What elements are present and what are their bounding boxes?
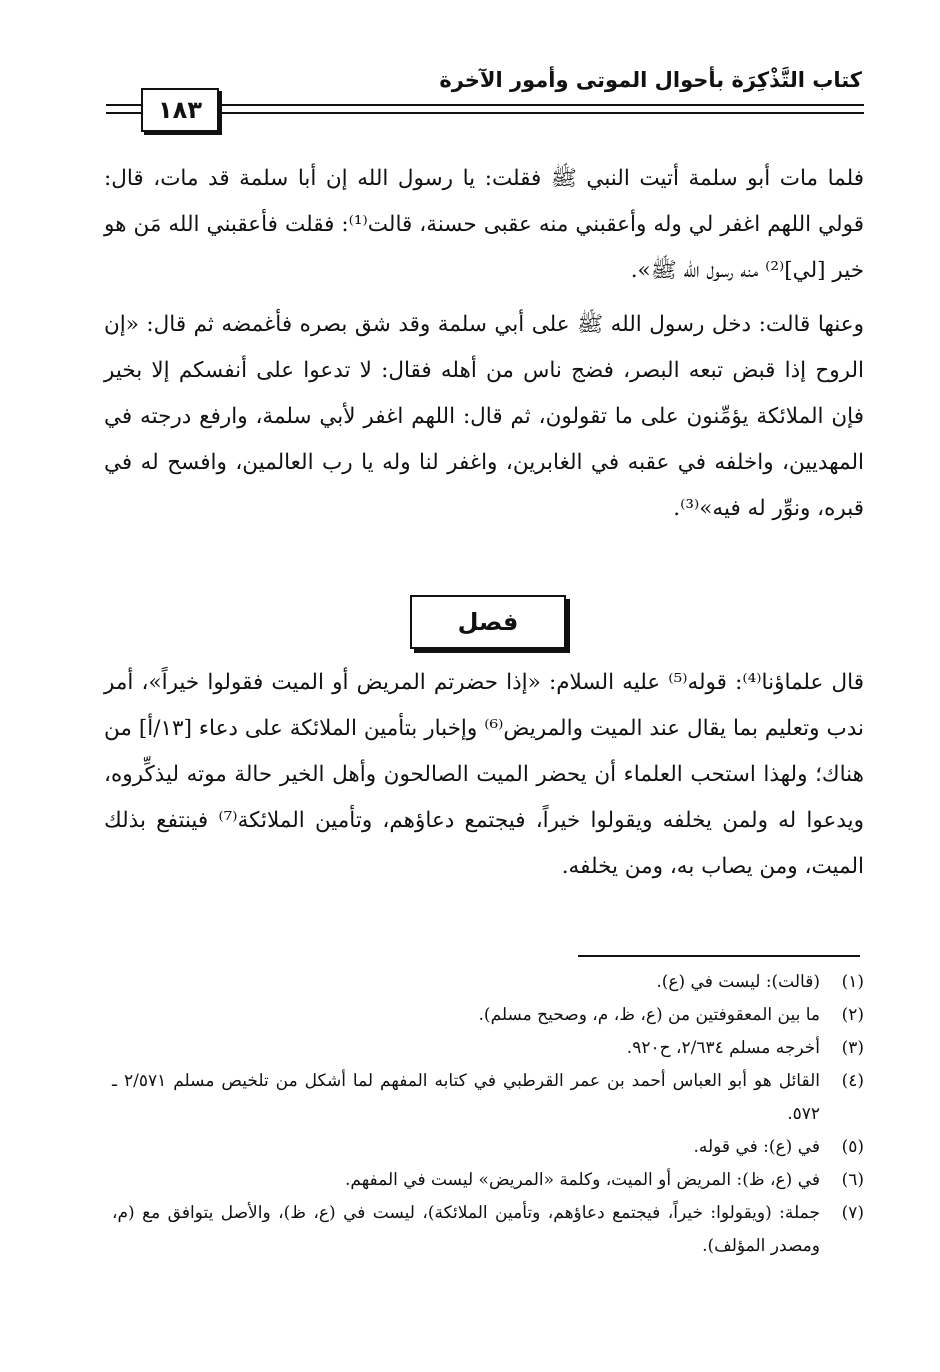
page-number: ١٨٣ [141, 88, 219, 132]
footnote-text: جملة: (ويقولوا: خيراً، فيجتمع دعاؤهم، وتأمين الملائكة)، ليست في (ع، ظ)، والأصل يتوافق مع (م، ومصدر المؤلف). [112, 1203, 820, 1256]
footnote-item [112, 1032, 864, 1065]
footnote-number: (٥) [841, 1137, 864, 1157]
footnote-number: (٦) [841, 1170, 864, 1190]
footnote-number: (٢) [841, 1005, 864, 1025]
header-rule-top [106, 104, 864, 106]
footnote-text: القائل هو أبو العباس أحمد بن عمر القرطبي في كتابه المفهم لما أشكل من تلخيص مسلم ٢/٥٧١ ـ ٥٧٢. [112, 1071, 820, 1124]
footnote-item [112, 1164, 864, 1197]
footnote-text: (قالت): ليست في (ع). [656, 972, 820, 992]
footnote-text: أخرجه مسلم ٢/٦٣٤، ح٩٢٠. [626, 1038, 820, 1058]
footnote-item [112, 1197, 864, 1263]
footnote-text: في (ع): في قوله. [693, 1137, 820, 1157]
footnotes [112, 966, 864, 1263]
footnote-item [112, 966, 864, 999]
footnote-number: (١) [841, 972, 864, 992]
paragraph-1: فلما مات أبو سلمة أتيت النبي ﷺ فقلت: يا رسول الله إن أبا سلمة قد مات، قال: قولي اللهم اغفر لي وله وأعقبني منه عقبى حسنة، قالت⁽¹⁾: فقلت فأعقبني الله مَن هو خير [لي]⁽²⁾ منه رسول الله ﷺ». [104, 166, 864, 283]
footnote-text: في (ع، ظ): المريض أو الميت، وكلمة «المريض» ليست في المفهم. [344, 1170, 820, 1190]
running-title: كتاب التَّذْكِرَة بأحوال الموتى وأمور الآخرة [439, 68, 862, 92]
footnote-number: (٣) [841, 1038, 864, 1058]
footnote-item [112, 999, 864, 1032]
footnote-number: (٧) [841, 1203, 864, 1223]
footnote-item [112, 1131, 864, 1164]
paragraph-2: وعنها قالت: دخل رسول الله ﷺ على أبي سلمة وقد شق بصره فأغمضه ثم قال: «إن الروح إذا قبض تبعه البصر، فضج ناس من أهله فقال: لا تدعوا على أنفسكم إلا بخير فإن الملائكة يؤمِّنون على ما تقولون، ثم قال: اللهم اغفر لأبي سلمة، وارفع درجته في المهديين، واخلفه في عقبه في الغابرين، واغفر لنا وله يا رب العالمين، وافسح له في قبره، ونوِّر له فيه»⁽³⁾. [104, 312, 864, 521]
footnote-number: (٤) [841, 1071, 864, 1091]
header-rule-bottom [106, 112, 864, 114]
section-heading: فصل [410, 595, 566, 649]
footnote-separator [578, 955, 860, 957]
paragraph-3: قال علماؤنا⁽⁴⁾: قوله⁽⁵⁾ عليه السلام: «إذا حضرتم المريض أو الميت فقولوا خيراً»، أمر ندب وتعليم بما يقال عند الميت والمريض⁽⁶⁾ وإخبار بتأمين الملائكة على دعاء [١٣/أ] من هناك؛ ولهذا استحب العلماء أن يحضر الميت الصالحون وأهل الخير حالة موته ليذكِّروه، ويدعوا له ولمن يخلفه ويقولوا خيراً، فيجتمع دعاؤهم، وتأمين الملائكة⁽⁷⁾ فينتفع بذلك الميت، ومن يصاب به، ومن يخلفه. [104, 670, 865, 879]
footnote-text: ما بين المعقوفتين من (ع، ظ، م، وصحيح مسلم). [478, 1005, 820, 1025]
footnote-item [112, 1065, 864, 1131]
